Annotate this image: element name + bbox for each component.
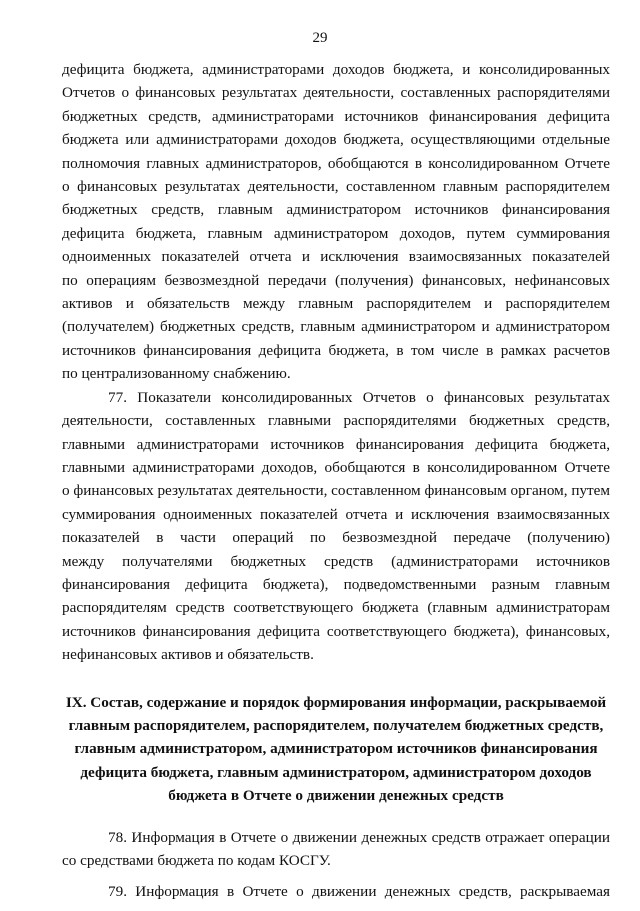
heading-line: главным администратором, администратором источников финансирования — [74, 740, 598, 758]
heading-line: бюджета в Отчете о движении денежных средств — [168, 787, 504, 805]
text-line: одноименных показателей отчета и исключения взаимосвязанных показателей — [62, 248, 610, 266]
text-line: Отчетов о финансовых результатах деятельности, составленных распорядителями — [62, 84, 610, 102]
text-line: 77. Показатели консолидированных Отчетов о финансовых результатах — [108, 388, 610, 406]
text-line: 78. Информация в Отчете о движении денежных средств отражает операции — [108, 828, 610, 846]
paragraph-79 — [62, 880, 610, 903]
heading-line: главным распорядителем, распорядителем, получателем бюджетных средств, — [68, 716, 604, 734]
text-line: по централизованному снабжению. — [62, 365, 291, 383]
heading-line: IX. Состав, содержание и порядок формирования информации, раскрываемой — [65, 693, 607, 711]
text-line: дефицита бюджета, администраторами доходов бюджета, и консолидированных — [62, 61, 610, 78]
text-line: суммирования одноименных показателей отчета и исключения взаимосвязанных — [62, 505, 610, 523]
text-line: финансирования дефицита бюджета), подведомственными разным главным — [62, 575, 610, 593]
text-line: активов и обязательств между главным распорядителем и распорядителем — [62, 295, 610, 313]
paragraph-continuation — [62, 58, 610, 386]
text-line: показателей в части операций по безвозмездной передаче (получению) — [62, 529, 610, 547]
text-line: со средствами бюджета по кодам КОСГУ. — [62, 852, 331, 869]
text-line: источников финансирования дефицита бюджета, в том числе в рамках расчетов — [62, 341, 610, 359]
text-line: о финансовых результатах деятельности, составленном главным распорядителем — [62, 178, 610, 196]
page-number: 29 — [312, 30, 328, 46]
text-line: дефицита бюджета, главным администратором доходов, путем суммирования — [62, 224, 610, 242]
text-line: по операциям безвозмездной передачи (получения) финансовых, нефинансовых — [62, 271, 610, 289]
text-line: (получателем) бюджетных средств, главным администратором и администратором — [62, 318, 610, 336]
heading-line: дефицита бюджета, главным администратором, администратором доходов — [80, 763, 592, 781]
document-body — [62, 58, 610, 904]
text-line: бюджетных средств, главным администратором источников финансирования — [62, 201, 610, 219]
text-line: главными администраторами доходов, обобщаются в консолидированном Отчете — [62, 458, 610, 476]
text-line: 79. Информация в Отчете о движении денежных средств, раскрываемая — [108, 883, 610, 901]
text-line: деятельности, составленных главными распорядителями бюджетных средств, — [62, 412, 610, 430]
text-line: распорядителям средств соответствующего бюджета (главным администраторам — [62, 599, 610, 617]
text-line: главными администраторами источников финансирования дефицита бюджета, — [62, 435, 610, 453]
paragraph-77 — [62, 386, 610, 667]
text-line: источников финансирования дефицита соответствующего бюджета), финансовых, — [62, 622, 610, 640]
text-line: о финансовых результатах деятельности, составленном финансовым органом, путем — [62, 482, 611, 500]
text-line: нефинансовых активов и обязательств. — [62, 646, 314, 664]
text-line: между получателями бюджетных средств (администраторами источников — [62, 552, 610, 570]
section-heading — [62, 691, 610, 808]
text-line: бюджета или администраторами доходов бюджета, осуществляющими отдельные — [62, 131, 610, 149]
paragraph-78 — [62, 826, 610, 873]
text-line: бюджетных средств, администраторами источников финансирования дефицита — [62, 107, 610, 125]
text-line: полномочия главных администраторов, обобщаются в консолидированном Отчете — [62, 154, 610, 172]
